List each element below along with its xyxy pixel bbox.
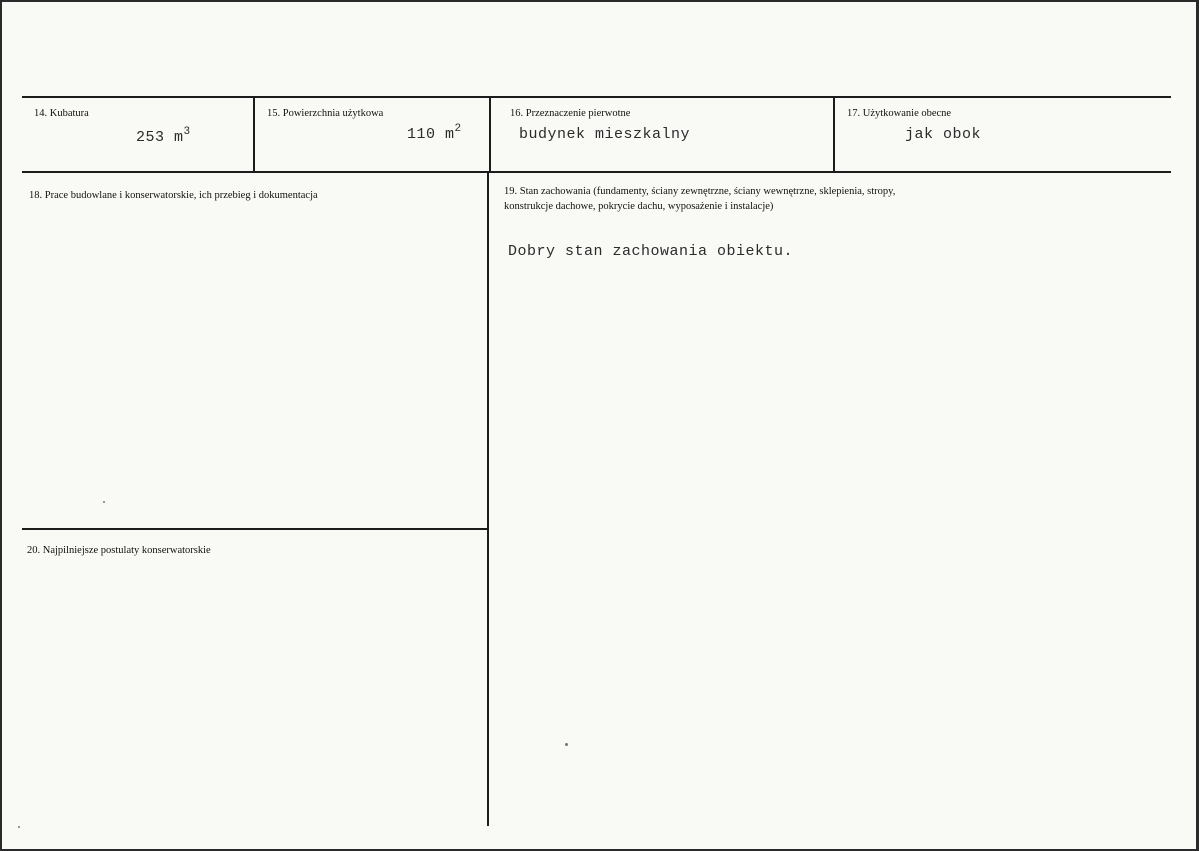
uzytkowanie-value: jak obok bbox=[905, 126, 982, 143]
divider-main bbox=[487, 172, 489, 826]
row1-bottom-rule bbox=[22, 171, 1171, 173]
paper-speck bbox=[565, 743, 568, 746]
powierzchnia-value: 110 $m^2$ bbox=[407, 123, 462, 143]
przeznaczenie-value: budynek mieszkalny bbox=[519, 126, 691, 143]
section-18-20-rule bbox=[22, 528, 488, 530]
divider-14-15 bbox=[253, 97, 255, 172]
paper-speck bbox=[18, 826, 20, 828]
kubatura-label: 14. Kubatura bbox=[34, 108, 89, 119]
divider-16-17 bbox=[833, 97, 835, 172]
stan-label-line1: 19. Stan zachowania (fundamenty, ściany zewnętrzne, ściany wewnętrzne, sklepienia, stropy, bbox=[504, 186, 896, 197]
stan-value: Dobry stan zachowania obiektu. bbox=[508, 243, 794, 260]
record-card bbox=[2, 2, 1196, 849]
stan-label-line2: konstrukcje dachowe, pokrycie dachu, wyposażenie i instalacje) bbox=[504, 201, 774, 212]
powierzchnia-label: 15. Powierzchnia użytkowa bbox=[267, 108, 384, 119]
postulaty-label: 20. Najpilniejsze postulaty konserwatorskie bbox=[27, 545, 211, 556]
kubatura-value: 253 $m^3$ bbox=[136, 126, 191, 146]
prace-label: 18. Prace budowlane i konserwatorskie, ich przebieg i dokumentacja bbox=[29, 190, 318, 201]
uzytkowanie-label: 17. Użytkowanie obecne bbox=[847, 108, 952, 119]
top-rule bbox=[22, 96, 1171, 98]
paper-speck bbox=[103, 501, 105, 503]
przeznaczenie-label: 16. Przeznaczenie pierwotne bbox=[510, 108, 631, 119]
divider-15-16 bbox=[489, 97, 491, 172]
